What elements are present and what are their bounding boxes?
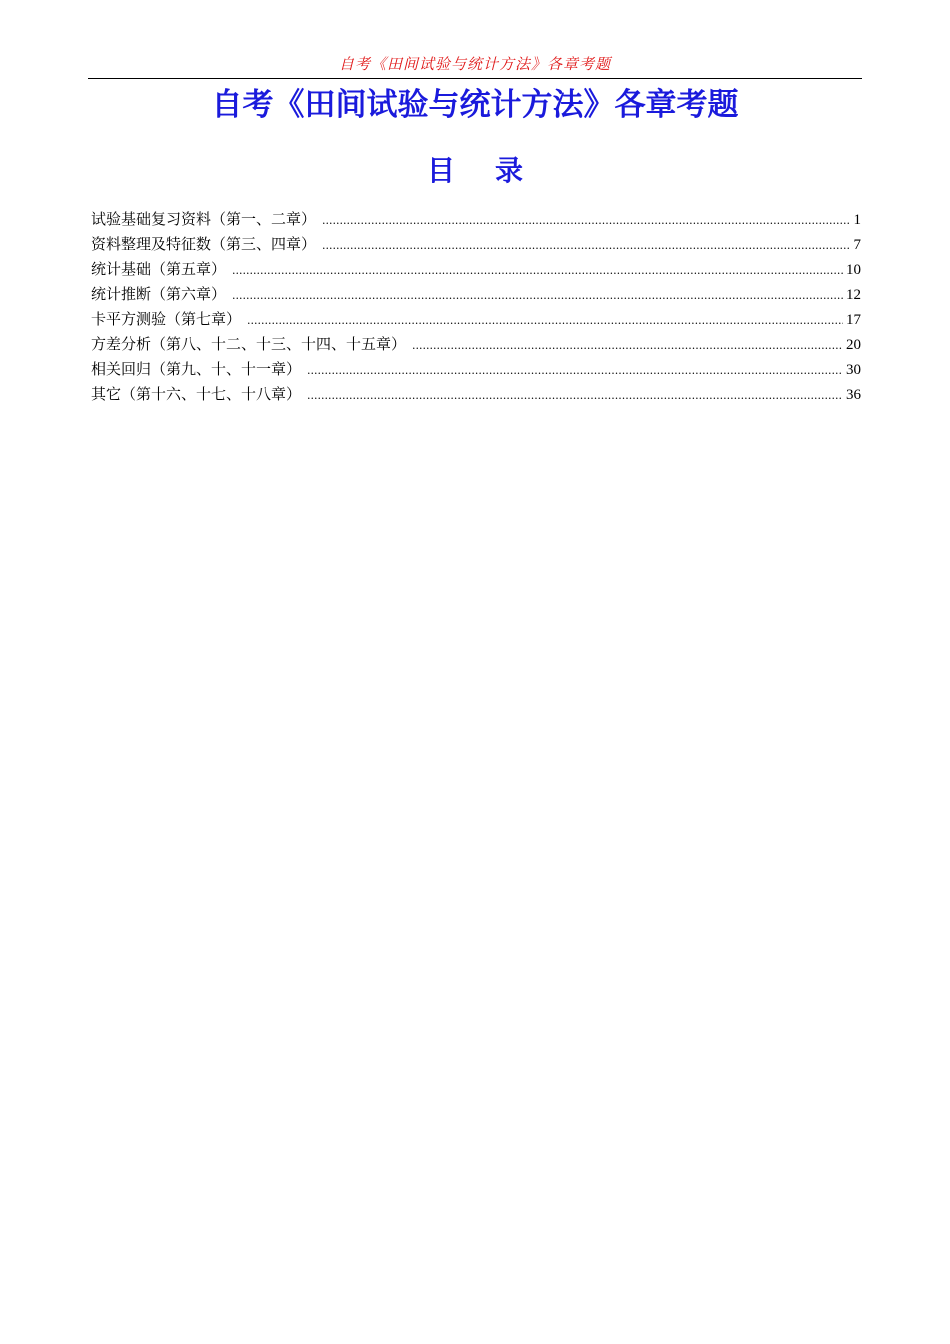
toc-page-number: 17 [846, 312, 861, 328]
header-rule [88, 78, 862, 79]
toc-heading: 目录 [426, 154, 563, 187]
toc-page-number: 1 [853, 212, 861, 228]
toc-dot-leader [322, 208, 850, 233]
toc-entry[interactable] [91, 282, 861, 307]
running-header: 自考《田间试验与统计方法》各章考题 [338, 55, 611, 73]
toc-entry[interactable] [91, 332, 861, 357]
toc-dot-leader [232, 258, 843, 283]
toc-dot-leader [307, 383, 843, 408]
toc-dot-leader [307, 358, 843, 383]
toc-entry-label: 统计推断（第六章） [91, 285, 227, 303]
document-title: 自考《田间试验与统计方法》各章考题 [211, 87, 739, 123]
toc-page-number: 12 [846, 287, 861, 303]
toc-entry[interactable] [91, 382, 861, 407]
toc-dot-leader [412, 333, 843, 358]
toc-entry-label: 相关回归（第九、十、十一章） [91, 360, 302, 378]
toc-page-number: 7 [853, 237, 861, 253]
toc-list [91, 207, 861, 407]
toc-entry-label: 卡平方测验（第七章） [91, 310, 242, 328]
toc-dot-leader [247, 308, 843, 333]
toc-page-number: 20 [846, 337, 861, 353]
toc-entry-label: 其它（第十六、十七、十八章） [91, 385, 302, 403]
toc-page-number: 30 [846, 362, 861, 378]
toc-entry[interactable] [91, 357, 861, 382]
toc-entry[interactable] [91, 232, 861, 257]
toc-entry-label: 资料整理及特征数（第三、四章） [91, 235, 317, 253]
toc-dot-leader [232, 283, 843, 308]
toc-entry[interactable] [91, 307, 861, 332]
toc-entry[interactable] [91, 207, 861, 232]
toc-entry-label: 统计基础（第五章） [91, 260, 227, 278]
toc-page-number: 36 [846, 387, 861, 403]
toc-page-number: 10 [846, 262, 861, 278]
toc-entry-label: 试验基础复习资料（第一、二章） [91, 210, 317, 228]
toc-entry[interactable] [91, 257, 861, 282]
toc-entry-label: 方差分析（第八、十二、十三、十四、十五章） [91, 335, 407, 353]
toc-dot-leader [322, 233, 850, 258]
